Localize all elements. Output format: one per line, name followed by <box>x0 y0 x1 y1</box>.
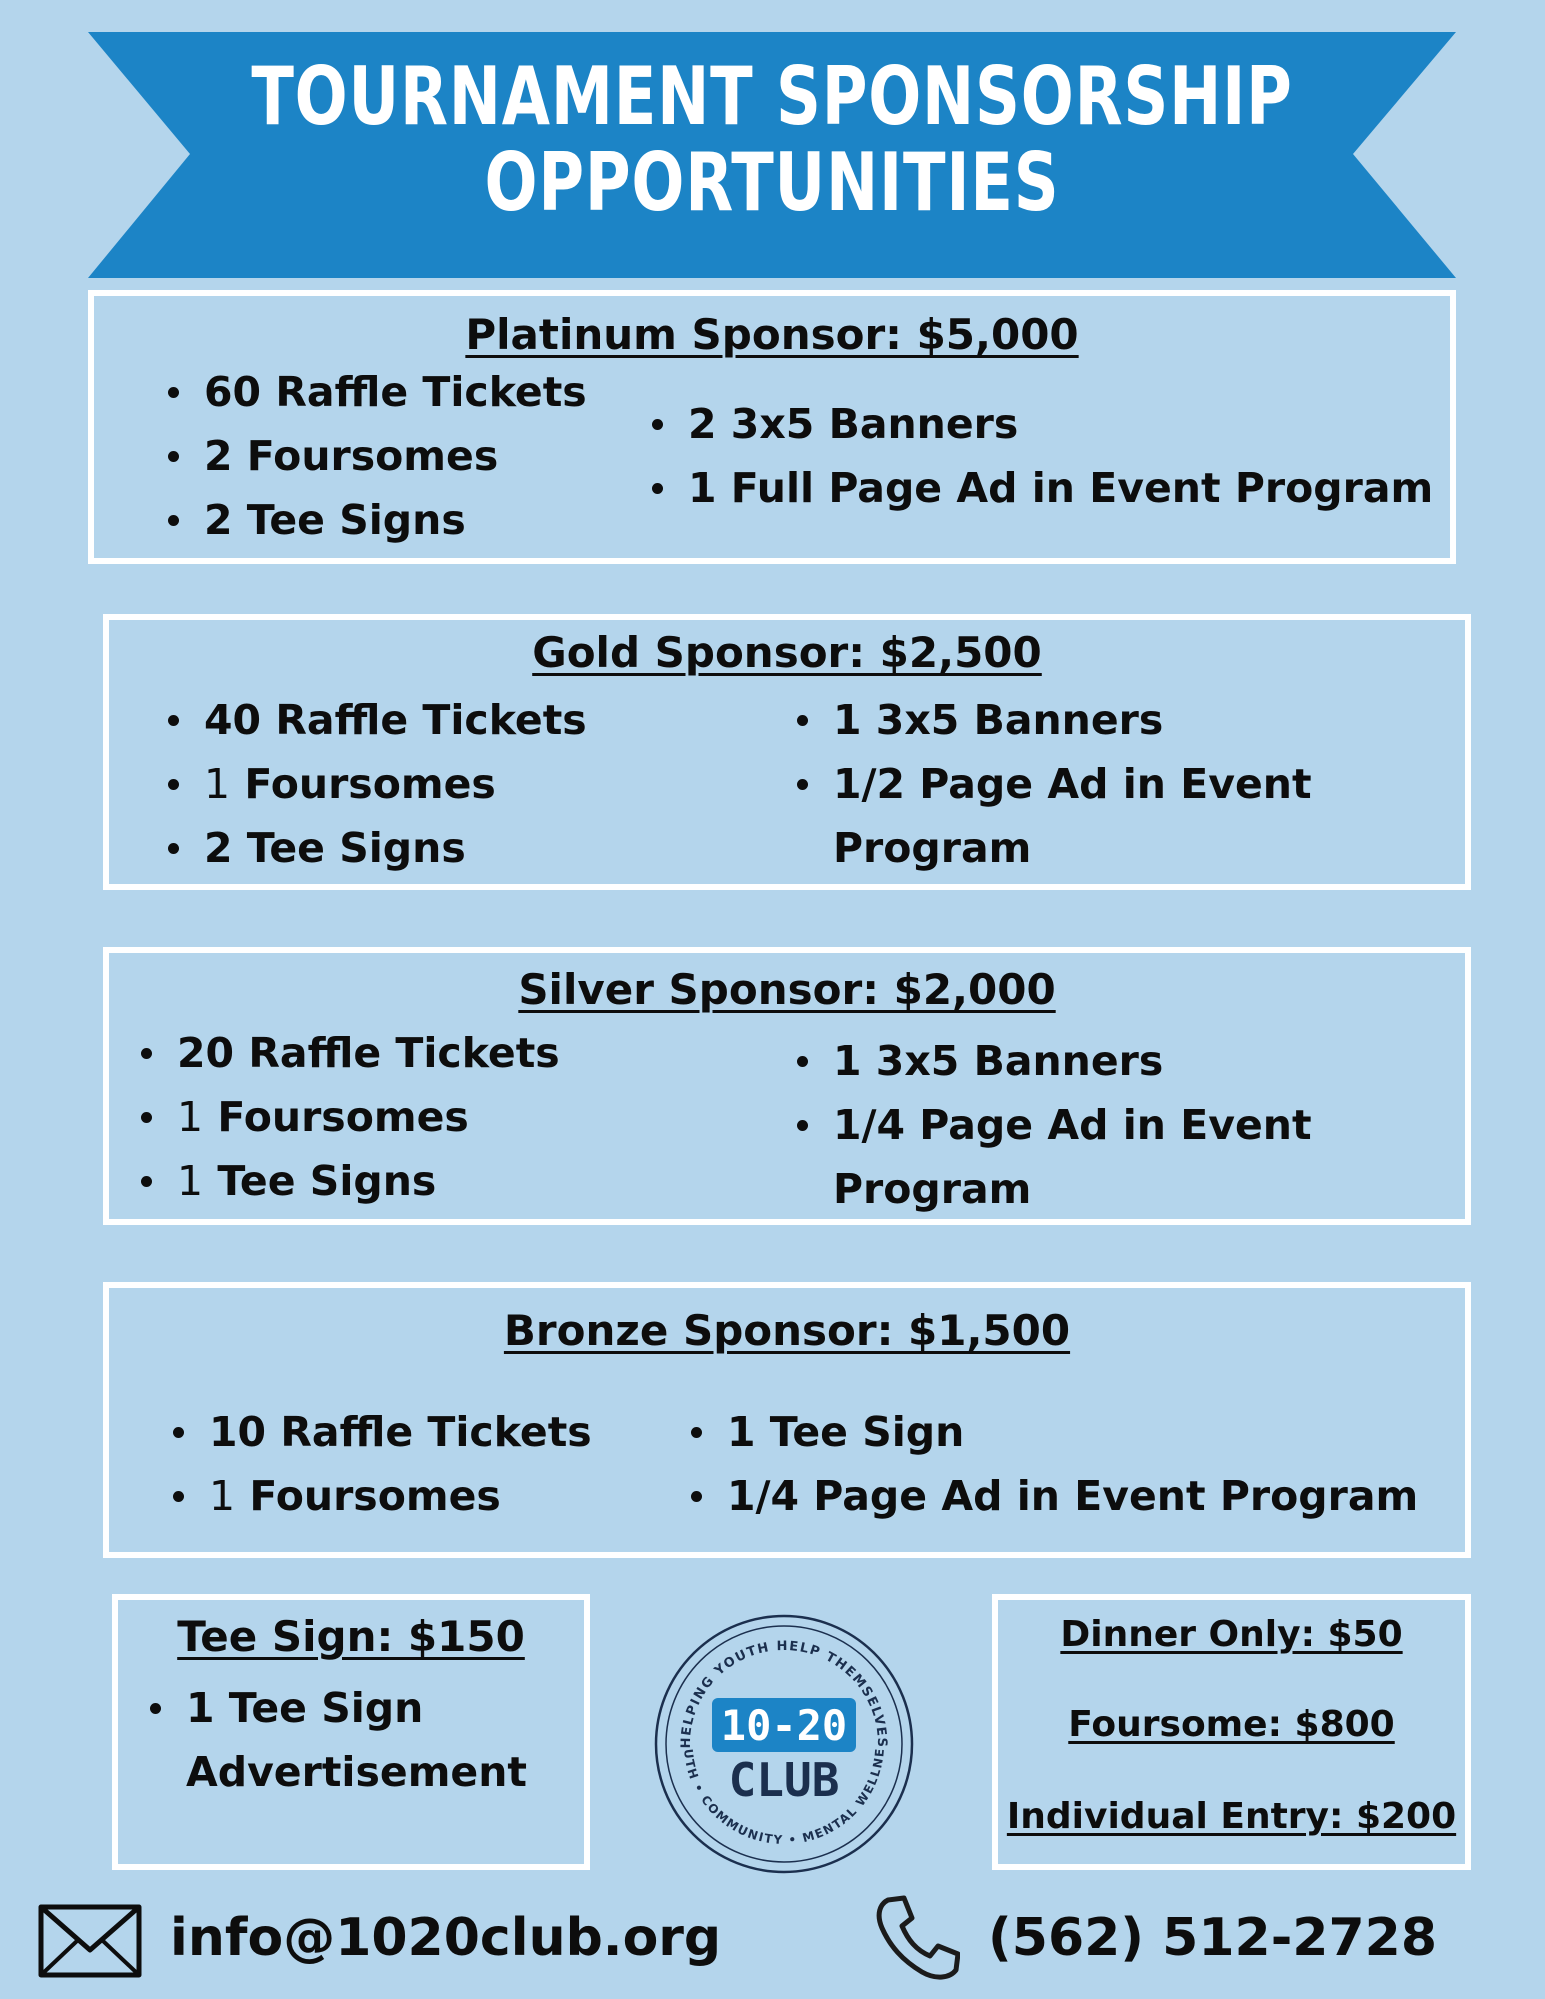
title-line-2: OPPORTUNITIES <box>484 136 1060 229</box>
list-item <box>133 1085 560 1149</box>
platinum-sponsor-box <box>88 290 1456 564</box>
gold-right-list <box>789 688 1349 880</box>
logo-bottom-arc: UTH • COMMUNITY • MENTAL WELLNE <box>681 1746 888 1848</box>
item-count: 1 <box>177 1157 204 1205</box>
list-item: 10 Raffle Tickets <box>165 1400 592 1464</box>
bronze-title: Bronze Sponsor: $1,500 <box>503 1306 1071 1355</box>
logo-top-arc: HELPING YOUTH HELP THEMSELVES <box>678 1638 890 1749</box>
list-item: 1/4 Page Ad in Event Program <box>683 1464 1418 1528</box>
list-item: 2 Tee Signs <box>160 488 587 552</box>
gold-sponsor-box <box>103 614 1471 890</box>
item-line-2: Advertisement <box>186 1748 528 1796</box>
tee-sign-box <box>112 1594 590 1870</box>
item-line-1: 1 Tee Sign <box>186 1684 424 1732</box>
list-item <box>165 1464 592 1528</box>
item-count: 1 <box>204 760 231 808</box>
phone-icon <box>874 1894 960 1986</box>
club-logo <box>650 1610 918 1878</box>
list-item: 1/4 Page Ad in Event Program <box>789 1093 1349 1221</box>
item-text: Foursomes <box>249 1472 501 1520</box>
list-item: 40 Raffle Tickets <box>160 688 587 752</box>
contact-email[interactable]: info@1020club.org <box>170 1908 722 1968</box>
logo-seal <box>650 1610 918 1878</box>
item-text: Foursomes <box>217 1093 469 1141</box>
foursome-price: Foursome: $800 <box>1068 1704 1395 1745</box>
tee-sign-list <box>142 1676 527 1804</box>
header-banner <box>88 32 1456 278</box>
contact-phone[interactable]: (562) 512-2728 <box>988 1908 1438 1968</box>
silver-title: Silver Sponsor: $2,000 <box>518 965 1056 1014</box>
list-item <box>160 752 587 816</box>
bronze-left-list <box>165 1400 592 1528</box>
gold-left-list <box>160 688 587 880</box>
bronze-sponsor-box <box>103 1282 1471 1558</box>
logo-badge: 10-20 <box>720 1701 848 1750</box>
mail-icon <box>38 1904 142 1982</box>
gold-title: Gold Sponsor: $2,500 <box>532 628 1042 677</box>
list-item: 20 Raffle Tickets <box>133 1021 560 1085</box>
logo-name: CLUB <box>728 1753 840 1807</box>
bronze-right-list <box>683 1400 1418 1528</box>
title-line-1: TOURNAMENT SPONSORSHIP <box>251 50 1293 143</box>
list-item: 1 3x5 Banners <box>789 1029 1349 1093</box>
list-item <box>133 1149 560 1213</box>
list-item <box>142 1676 527 1804</box>
tee-sign-title: Tee Sign: $150 <box>177 1612 525 1661</box>
page-title <box>238 50 1305 229</box>
list-item: 2 Tee Signs <box>160 816 587 880</box>
list-item: 1 Full Page Ad in Event Program <box>644 456 1433 520</box>
platinum-left-list <box>160 360 587 552</box>
pricing-box <box>992 1594 1471 1870</box>
silver-sponsor-box <box>103 947 1471 1225</box>
item-text: Tee Signs <box>217 1157 437 1205</box>
individual-entry-price: Individual Entry: $200 <box>1006 1796 1457 1837</box>
list-item: 1 Tee Sign <box>683 1400 1418 1464</box>
platinum-right-list <box>644 392 1433 520</box>
list-item: 60 Raffle Tickets <box>160 360 587 424</box>
item-count: 1 <box>209 1472 236 1520</box>
item-count: 1 <box>177 1093 204 1141</box>
list-item: 1 3x5 Banners <box>789 688 1349 752</box>
list-item: 1/2 Page Ad in Event Program <box>789 752 1349 880</box>
dinner-price: Dinner Only: $50 <box>1060 1614 1403 1655</box>
silver-right-list <box>789 1029 1349 1221</box>
list-item: 2 Foursomes <box>160 424 587 488</box>
platinum-title: Platinum Sponsor: $5,000 <box>465 310 1079 359</box>
list-item: 2 3x5 Banners <box>644 392 1433 456</box>
item-text: Foursomes <box>244 760 496 808</box>
silver-left-list <box>133 1021 560 1213</box>
